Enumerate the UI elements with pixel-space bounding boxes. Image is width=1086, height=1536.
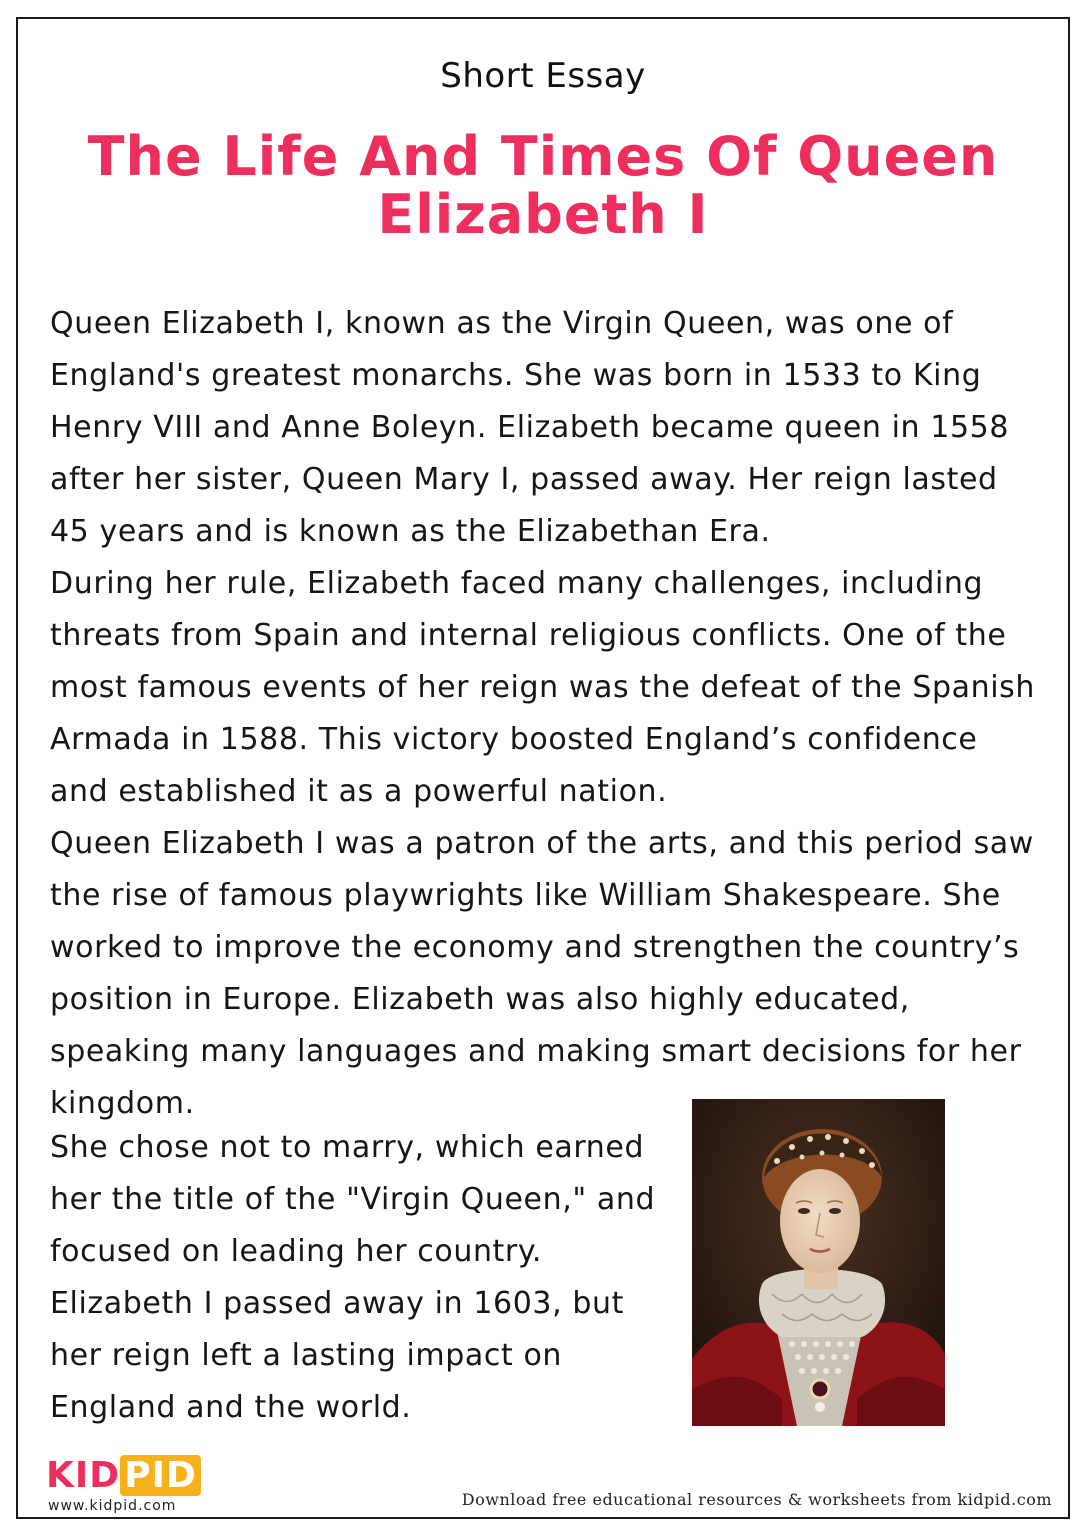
footer-download-note: Download free educational resources & worksheets from kidpid.com bbox=[461, 1490, 1052, 1509]
essay-paragraph-1: Queen Elizabeth I, known as the Virgin Queen, was one of England's greatest monarchs. She was born in 1533 to King Henry VIII and Anne Boleyn. Elizabeth became queen in 1558 after her sister, Queen Mary I, passed away. Her reign lasted 45 years and is known as the Elizabethan Era. bbox=[50, 306, 1010, 549]
essay-paragraph-4: She chose not to marry, which earned her the title of the "Virgin Queen," and focused on leading her country. Elizabeth I passed away in 1603, but her reign left a lasting impact on England and the world. bbox=[50, 1130, 656, 1425]
kidpid-logo-mark bbox=[46, 1456, 201, 1496]
essay-kicker: Short Essay bbox=[440, 56, 646, 96]
logo-pid-text: PID bbox=[120, 1455, 201, 1496]
kidpid-logo bbox=[46, 1456, 206, 1520]
logo-url: www.kidpid.com bbox=[48, 1498, 177, 1514]
essay-paragraph-2: During her rule, Elizabeth faced many challenges, including threats from Spain and internal religious conflicts. One of the most famous events of her reign was the defeat of the Spanish Armada in 1588. This victory boosted England’s confidence and established it as a powerful nation. bbox=[50, 566, 1036, 809]
queen-portrait-image bbox=[692, 1099, 945, 1426]
essay-title: The Life And Times Of Queen Elizabeth I bbox=[87, 125, 999, 246]
portrait-illustration bbox=[692, 1099, 945, 1426]
logo-kid-text: KID bbox=[46, 1455, 121, 1496]
essay-paragraph-3: Queen Elizabeth I was a patron of the arts, and this period saw the rise of famous playwrights like William Shakespeare. She worked to improve the economy and strengthen the country’s position in Europe. Elizabeth was also highly educated, speaking many languages and making smart decisions for her kingdom. bbox=[50, 826, 1034, 1121]
